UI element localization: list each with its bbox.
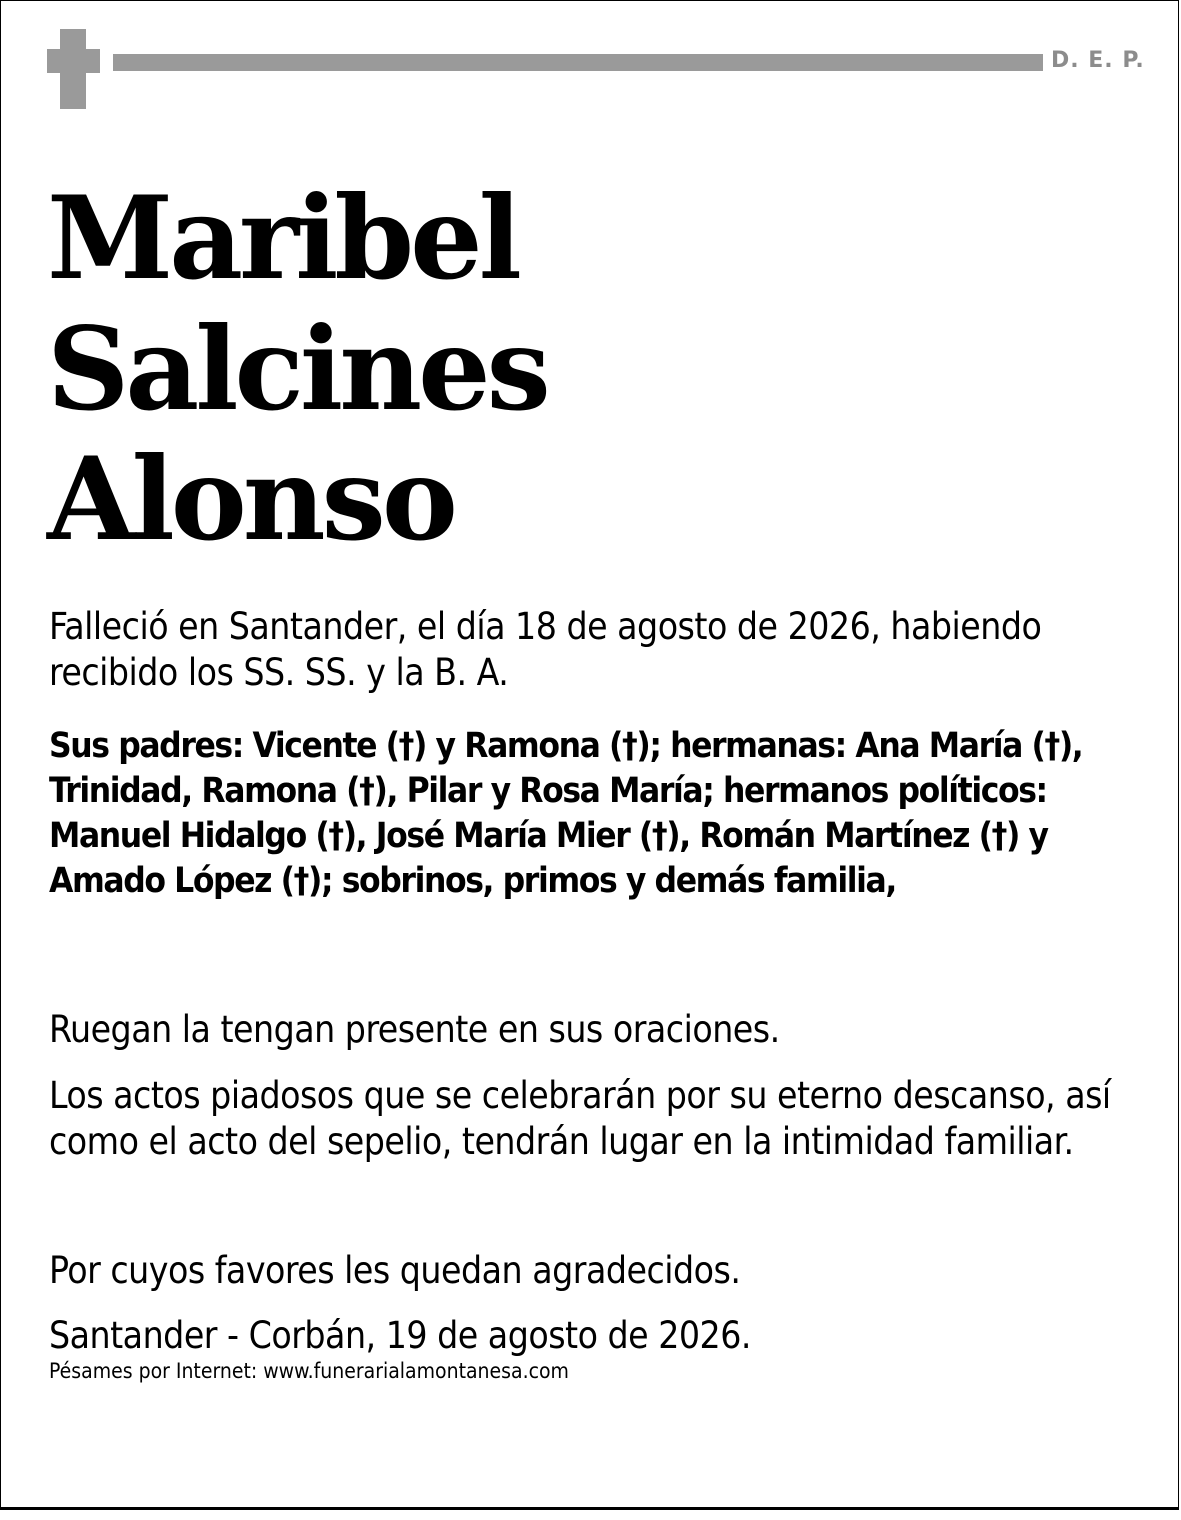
prayer-paragraph: Ruegan la tengan presente en sus oraciones. bbox=[49, 1008, 780, 1051]
acts-paragraph: Los actos piadosos que se celebrarán por su eterno descanso, así como el acto del sepelio, tendrán lugar en la intimidad familiar. bbox=[49, 1074, 1111, 1163]
dep-label: D. E. P. bbox=[1051, 48, 1145, 73]
death-paragraph: Falleció en Santander, el día 18 de agosto de 2026, habiendo recibido los SS. SS. y la B. A. bbox=[49, 605, 1042, 694]
name-surname-1: Salcines bbox=[47, 302, 547, 436]
place-date-paragraph: Santander - Corbán, 19 de agosto de 2026. bbox=[49, 1314, 751, 1357]
name-surname-2: Alonso bbox=[47, 432, 454, 566]
thanks-paragraph: Por cuyos favores les quedan agradecidos. bbox=[49, 1249, 741, 1292]
name-first: Maribel bbox=[47, 171, 518, 305]
family-paragraph: Sus padres: Vicente (†) y Ramona (†); hermanas: Ana María (†), Trinidad, Ramona (†), Pilar y Rosa María; hermanos políticos: Manuel Hidalgo (†), José María Mier (†), Román Martínez (†) y Amado López (†); sobrinos, primos y demás familia, bbox=[49, 726, 1083, 901]
condolences-footer: Pésames por Internet: www.funerarialamontanesa.com bbox=[49, 1359, 569, 1383]
header-rule bbox=[113, 54, 1043, 71]
